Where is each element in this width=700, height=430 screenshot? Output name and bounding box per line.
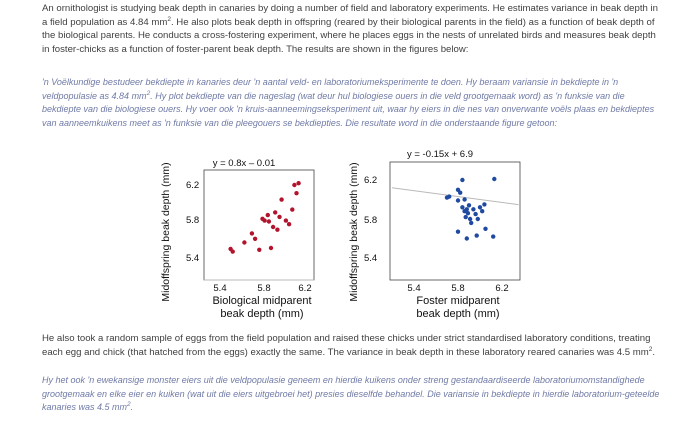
chart1-point-24 <box>475 233 479 237</box>
chart1-point-4 <box>458 191 462 195</box>
chart1-point-14 <box>469 221 473 225</box>
intro-paragraph-english: An ornithologist is studying beak depth in canaries by doing a number of field and laboratory experiments. He estimates variance in beak depth in a field population as 4.84 $mm^2$. He also plots beak depth in offspring (reared by their biological parents in the field) as a function of beak depth of the biological parents. He conducts a cross-fostering experiment, where he places eggs in the nests of unrelated birds and measures beak depth in foster-chicks as a function of foster-parent beak depth. The results are shown in the figures below: <box>42 3 658 55</box>
chart1-points <box>445 177 497 241</box>
chart1-point-25 <box>483 227 487 231</box>
chart1-point-12 <box>467 203 471 207</box>
chart0-xtick-labels <box>213 283 311 294</box>
chart0-points <box>228 181 300 254</box>
chart0-xtick-5.8: 5.8 <box>257 283 271 294</box>
chart1-xtick-labels <box>407 283 508 294</box>
chart1-point-10 <box>465 207 469 211</box>
chart1-plot-area <box>390 162 520 280</box>
chart1-equation: y = -0.15x + 6.9 <box>406 149 474 160</box>
chart1-ytick-6.2: 6.2 <box>364 175 378 186</box>
chart0-point-21 <box>296 181 300 185</box>
chart0-point-7 <box>262 218 266 222</box>
chart0-ytick-6.2: 6.2 <box>186 180 200 191</box>
chart1-point-17 <box>476 217 480 221</box>
chart0-ytick-labels <box>186 180 199 264</box>
chart1-point-23 <box>465 236 469 240</box>
chart0-point-5 <box>257 248 261 252</box>
chart1-point-5 <box>460 178 464 182</box>
lab-paragraph-english: He also took a random sample of eggs from the field population and raised these chicks under strict standardised laboratory conditions, treating each egg and chick (that hatched from the eggs) exactly the same. The variance in beak depth in these laboratory reared canaries was 4.5 $mm^2$. <box>42 333 655 358</box>
chart0-point-15 <box>279 197 283 201</box>
chart0-point-4 <box>253 237 257 241</box>
chart1-point-9 <box>464 215 468 219</box>
chart1-point-15 <box>471 207 475 211</box>
chart1-point-26 <box>491 234 495 238</box>
chart1-ylabel: Midoffspring beak depth (mm) <box>348 162 360 302</box>
chart1-point-3 <box>456 198 460 202</box>
chart1-xtick-5.4: 5.4 <box>407 283 421 294</box>
chart0-plot-area <box>204 170 314 280</box>
chart0-point-11 <box>271 225 275 229</box>
chart0-point-16 <box>284 218 288 222</box>
chart1-point-16 <box>473 212 477 216</box>
chart1-point-13 <box>468 217 472 221</box>
chart1-ytick-5.8: 5.8 <box>364 215 378 226</box>
chart0-point-9 <box>267 219 271 223</box>
chart1-point-21 <box>492 177 496 181</box>
chart1-ytick-labels <box>364 175 377 264</box>
lab-paragraph-afrikaans: Hy het ook 'n ewekansige monster eiers uit die veldpopulasie geneem en hierdie kuikens onder streng gestandaardiseerde laboratoriumomstandighede grootgemaak en elke eier en kuiken (wat uit die eiers uitgebroei het) presies dieselfde behandel. Die variansie in bekdiepte in hierdie laboratorium-geteelde kanaries was 4.5 $mm^2$. <box>42 375 660 413</box>
chart0-equation: y = 0.8x – 0.01 <box>212 158 276 169</box>
chart0-xtick-6.2: 6.2 <box>298 283 312 294</box>
foster-parent-scatter-plot <box>348 149 520 320</box>
chart0-point-17 <box>287 222 291 226</box>
chart1-point-11 <box>466 211 470 215</box>
chart0-ytick-5.4: 5.4 <box>186 253 200 264</box>
chart1-ytick-5.4: 5.4 <box>364 253 378 264</box>
chart0-xtick-5.4: 5.4 <box>213 283 227 294</box>
chart0-ylabel: Midoffspring beak depth (mm) <box>160 162 172 302</box>
chart0-point-12 <box>273 210 277 214</box>
chart0-point-2 <box>242 240 246 244</box>
chart1-point-6 <box>462 197 466 201</box>
chart1-xlabel-line1: Foster midparent <box>416 295 500 307</box>
chart0-point-3 <box>250 231 254 235</box>
chart0-point-18 <box>290 207 294 211</box>
chart1-point-7 <box>460 205 464 209</box>
biological-parent-scatter-plot <box>160 158 314 320</box>
chart1-xlabel-line2: beak depth (mm) <box>416 308 500 320</box>
chart1-trendline <box>392 188 519 205</box>
chart0-point-8 <box>266 213 270 217</box>
chart1-point-18 <box>478 205 482 209</box>
chart0-ytick-5.8: 5.8 <box>186 215 200 226</box>
chart1-point-22 <box>456 230 460 234</box>
chart0-xlabel-line1: Biological midparent <box>212 295 312 307</box>
chart0-point-1 <box>231 249 235 253</box>
chart0-xlabel-line2: beak depth (mm) <box>220 308 304 320</box>
intro-paragraph-afrikaans: 'n Voëlkundige bestudeer bekdiepte in kanaries deur 'n aantal veld- en laboratoriumeksperimente te doen. Hy beraam variansie in bekdiepte in 'n veldpopulasie as 4.84 $mm^2$. Hy plot bekdiepte van die nageslag (wat deur hul biologiese ouers in die veld grootgemaak word) as 'n funksie van die bekdiepte van die biologiese ouers. Hy voer ook 'n kruis-aanneemingseksperiment uit, waar hy eiers in die nes van onverwante voëls plaas en bekdieptes van aanneemkuikens meet as 'n funksie van die pleegouers se bekdiepties. Die resultate word in die onderstaande figure getoon: <box>42 77 655 128</box>
chart1-point-20 <box>482 202 486 206</box>
chart0-point-10 <box>269 246 273 250</box>
chart1-point-19 <box>480 209 484 213</box>
chart0-point-20 <box>294 191 298 195</box>
chart1-xtick-6.2: 6.2 <box>495 283 509 294</box>
chart0-point-14 <box>277 215 281 219</box>
chart1-point-1 <box>447 194 451 198</box>
chart1-xtick-5.8: 5.8 <box>451 283 465 294</box>
chart0-point-19 <box>292 183 296 187</box>
chart0-point-13 <box>275 228 279 232</box>
